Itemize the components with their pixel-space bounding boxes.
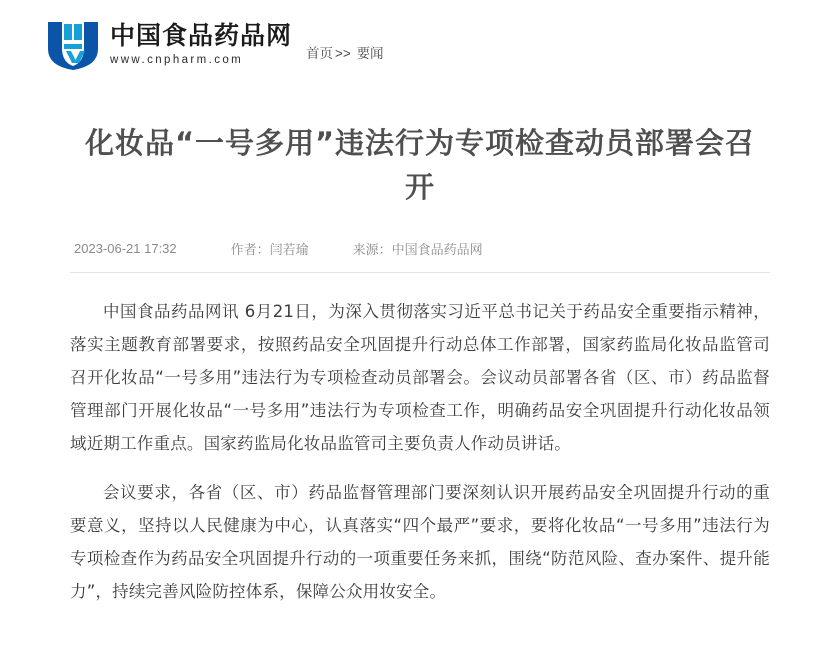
author: 作者：闫若瑜	[230, 242, 309, 257]
breadcrumb-home-link[interactable]: 首页	[306, 46, 334, 61]
article-meta	[70, 239, 770, 273]
publish-date: 2023-06-21 17:32	[74, 241, 177, 256]
site-logo[interactable]	[44, 18, 292, 70]
article-paragraph: 中国食品药品网讯 6月21日，为深入贯彻落实习近平总书记关于药品安全重要指示精神，落实主题教育部署要求，按照药品安全巩固提升行动总体工作部署，国家药监局化妆品监管司召开化妆品“一号多用”违法行为专项检查动员部署会。会议动员部署各省（区、市）药品监督管理部门开展化妆品“一号多用”违法行为专项检查工作，明确药品安全巩固提升行动化妆品领域近期工作重点。国家药监局化妆品监管司主要负责人作动员讲话。	[70, 302, 770, 453]
breadcrumb	[306, 42, 384, 78]
source: 来源：中国食品药品网	[352, 242, 483, 257]
logo-text-block	[110, 22, 292, 67]
breadcrumb-separator: >>	[335, 46, 351, 61]
site-url: www.cnpharm.com	[110, 54, 244, 67]
article-container	[70, 78, 770, 608]
cnpharm-logo-icon	[44, 18, 102, 70]
article-body	[70, 273, 770, 608]
site-name: 中国食品药品网	[110, 20, 293, 50]
breadcrumb-current-link[interactable]: 要闻	[356, 46, 384, 61]
site-header	[0, 0, 840, 78]
article-paragraph: 会议要求，各省（区、市）药品监督管理部门要深刻认识开展药品安全巩固提升行动的重要意义，坚持以人民健康为中心，认真落实“四个最严”要求，要将化妆品“一号多用”违法行为专项检查作为药品安全巩固提升行动的一项重要任务来抓，围绕“防范风险、查办案件、提升能力”，持续完善风险防控体系，保障公众用妆安全。	[70, 483, 770, 601]
page-title: 化妆品“一号多用”违法行为专项检查动员部署会召开	[84, 126, 756, 204]
